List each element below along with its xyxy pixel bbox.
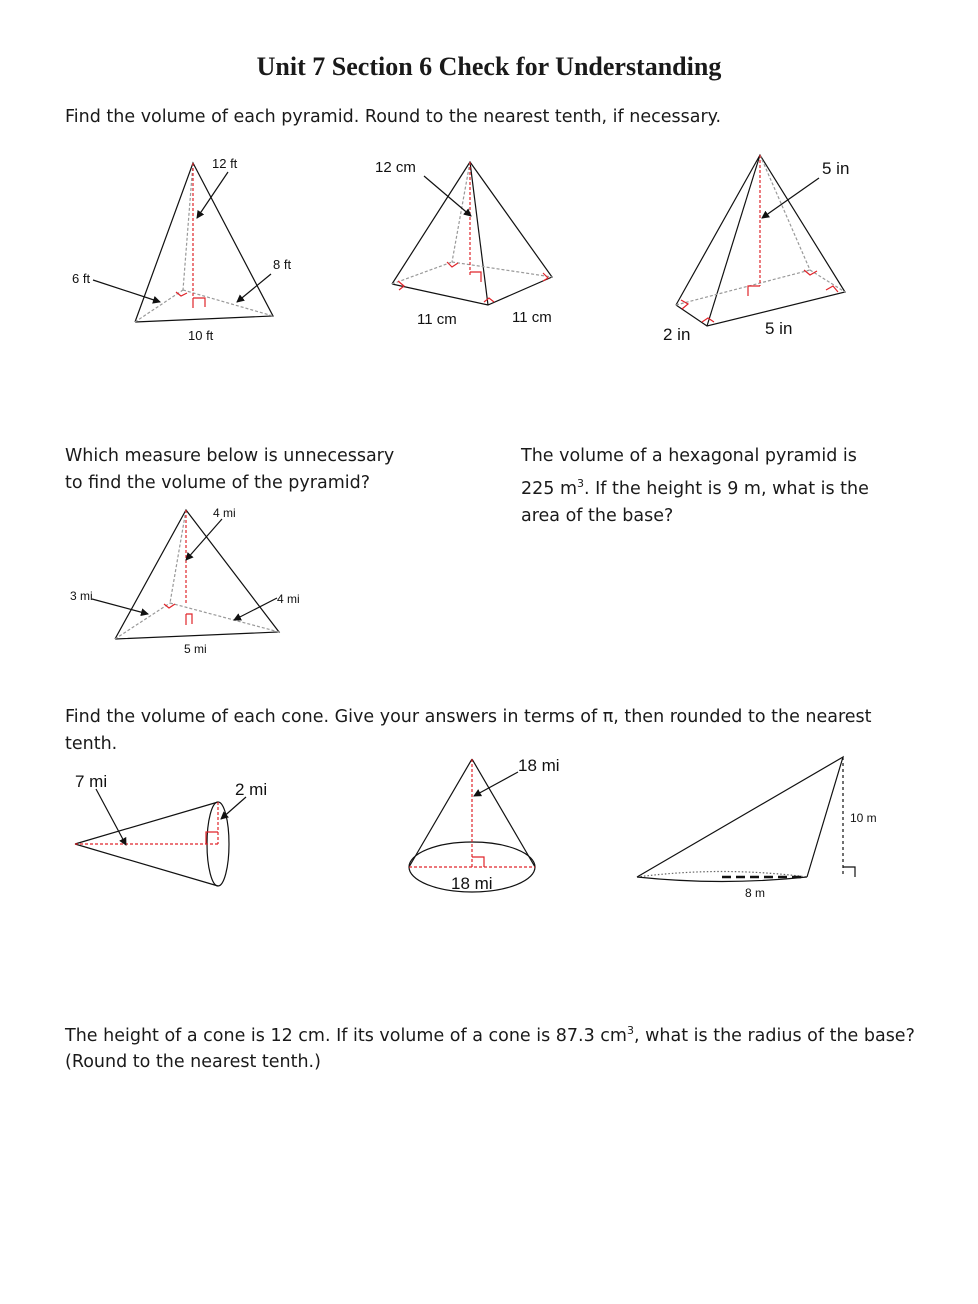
pyramid-4-base-label: 5 mi — [184, 642, 207, 656]
pyramid-3-figure — [676, 155, 845, 326]
cone-1-figure — [75, 789, 246, 886]
pyramid-1-figure — [93, 163, 273, 322]
pyramid-2-height-label: 12 cm — [375, 159, 416, 176]
pyramid-2-figure — [392, 162, 552, 305]
hexagonal-pyramid-question — [521, 443, 941, 530]
pyramid-3-length-label: 5 in — [765, 319, 793, 338]
pyramid-4-right-label: 4 mi — [277, 592, 300, 606]
unnecessary-question-line2: to find the volume of the pyramid? — [65, 473, 370, 493]
hexagon-volume-exponent: 3 — [577, 477, 585, 490]
radius-question-text: The height of a cone is 12 cm. If its volume of a cone is 87.3 cm — [65, 1025, 627, 1046]
cone-instructions-line2: tenth. — [65, 734, 118, 754]
cone-instructions — [65, 704, 945, 758]
cone-2-figure — [409, 759, 535, 892]
pyramid-1-slant-label: 12 ft — [212, 156, 238, 171]
page-title: Unit 7 Section 6 Check for Understanding — [256, 52, 722, 81]
radius-volume-exponent: 3 — [626, 1024, 634, 1037]
hexagon-question-line2 — [521, 470, 941, 503]
pyramid-3-height-label: 5 in — [822, 159, 850, 178]
cone-instructions-line1: Find the volume of each cone. Give your answers in terms of π, then rounded to the nearest — [65, 707, 872, 727]
hexagon-volume-value: 225 m — [521, 478, 578, 499]
pyramid-2-front-label: 11 cm — [417, 311, 457, 328]
cone-2-diameter-label: 18 mi — [451, 874, 493, 893]
radius-question-line2: (Round to the nearest tenth.) — [65, 1051, 321, 1072]
pyramid-3-width-label: 2 in — [663, 325, 691, 344]
cone-1-radius-label: 2 mi — [235, 780, 268, 799]
pyramid-1-right-label: 8 ft — [273, 257, 292, 272]
pyramid-4-left-label: 3 mi — [70, 589, 93, 603]
pyramid-1-base-label: 10 ft — [188, 328, 214, 343]
cone-3-height-label: 10 m — [850, 811, 877, 825]
cone-3-figure — [637, 757, 855, 882]
cone-radius-question — [65, 1018, 955, 1075]
cone-1-slant-label: 7 mi — [75, 772, 108, 791]
unnecessary-question-line1: Which measure below is unnecessary — [65, 446, 395, 466]
unnecessary-measure-question — [65, 443, 394, 497]
hexagon-question-line3: area of the base? — [521, 505, 674, 526]
radius-question-line1 — [65, 1018, 955, 1049]
cone-2-slant-label: 18 mi — [518, 756, 560, 775]
radius-question-continuation: , what is the radius of the base? — [633, 1025, 915, 1046]
pyramid-4-slant-label: 4 mi — [213, 506, 236, 520]
pyramid-instructions: Find the volume of each pyramid. Round to the nearest tenth, if necessary. — [65, 107, 722, 127]
pyramid-4-figure — [92, 510, 279, 639]
cone-3-radius-label: 8 m — [745, 886, 766, 900]
hexagon-question-continuation: . If the height is 9 m, what is the — [584, 478, 869, 499]
hexagon-question-line1: The volume of a hexagonal pyramid is — [521, 446, 857, 466]
pyramid-1-left-label: 6 ft — [72, 271, 91, 286]
pyramid-2-side-label: 11 cm — [512, 309, 552, 326]
